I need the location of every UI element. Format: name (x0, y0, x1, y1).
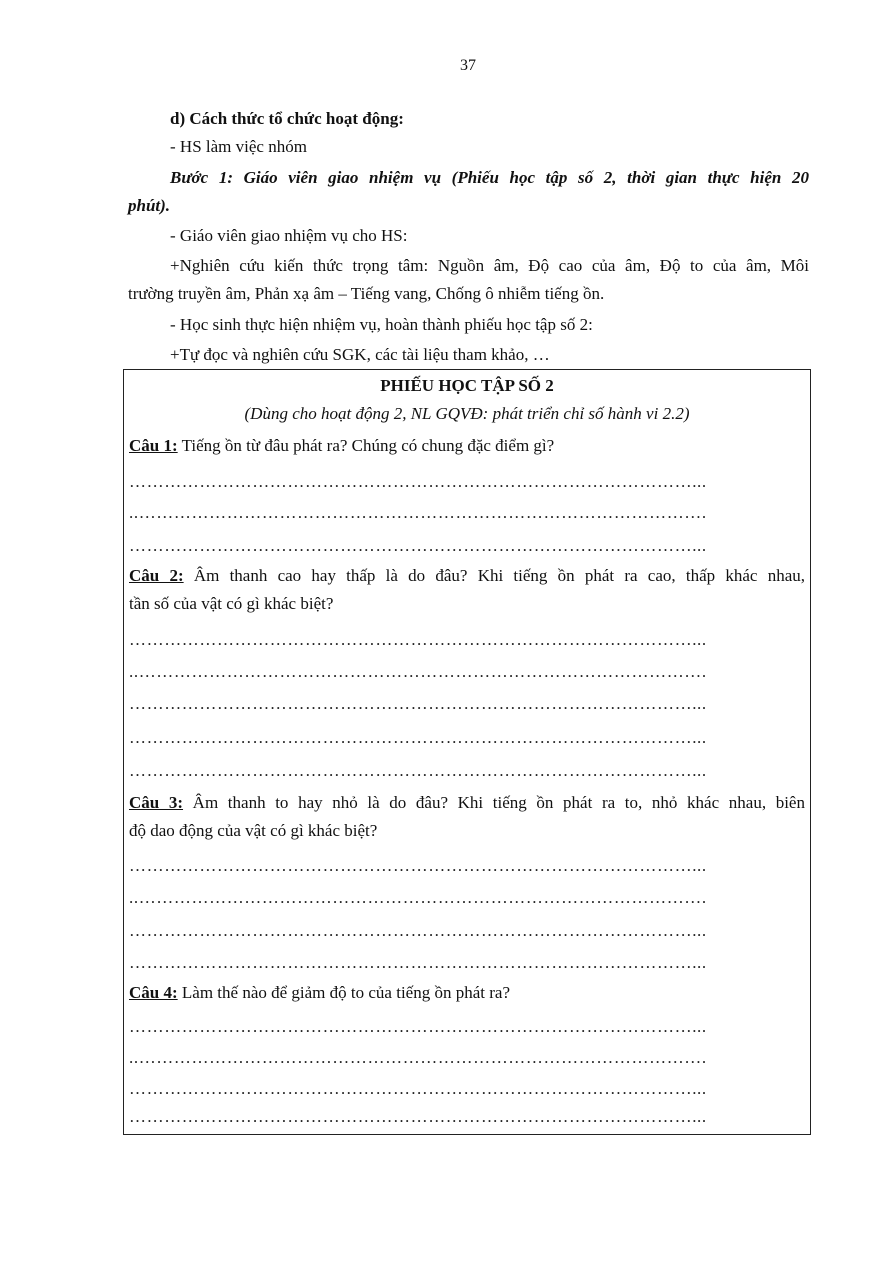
answer-line: ……………………………………………………………………………………... (129, 856, 707, 875)
question-4-label: Câu 4: (129, 983, 178, 1002)
answer-line: ……………………………………………………………………………………... (129, 1079, 707, 1098)
self-study-line: +Tự đọc và nghiên cứu SGK, các tài liệu tham khảo, … (170, 345, 550, 364)
answer-line: ……………………………………………………………………………………... (129, 1017, 707, 1036)
question-4-text: Làm thế nào để giảm độ to của tiếng ồn phát ra? (177, 983, 510, 1002)
question-3-text-1: Âm thanh to hay nhỏ là do đâu? Khi tiếng ồn phát ra to, nhỏ khác nhau, biên (183, 793, 805, 812)
page-number: 37 (460, 57, 476, 74)
question-1-text: Tiếng ồn từ đâu phát ra? Chúng có chung đặc điểm gì? (177, 436, 555, 455)
worksheet-title: PHIẾU HỌC TẬP SỐ 2 (380, 376, 554, 395)
question-2-text-1: Âm thanh cao hay thấp là do đâu? Khi tiếng ồn phát ra cao, thấp khác nhau, (183, 566, 805, 585)
answer-line: ……………………………………………………………………………………... (129, 761, 707, 780)
answer-line: ..……………………………………………………………………………………. (129, 1048, 707, 1067)
worksheet-box (123, 369, 811, 1135)
answer-line: ……………………………………………………………………………………... (129, 1107, 707, 1126)
answer-line: ……………………………………………………………………………………... (129, 472, 707, 491)
research-line-2: trường truyền âm, Phản xạ âm – Tiếng vang, Chống ô nhiễm tiếng ồn. (128, 284, 605, 303)
teacher-assign-line: - Giáo viên giao nhiệm vụ cho HS: (170, 226, 408, 245)
answer-line: ……………………………………………………………………………………... (129, 630, 707, 649)
section-heading: d) Cách thức tổ chức hoạt động: (170, 109, 404, 128)
question-2-label: Câu 2: (129, 566, 184, 585)
question-1 (129, 433, 805, 459)
question-3-continuation: độ dao động của vật có gì khác biệt? (129, 821, 378, 840)
step1-line-2: phút). (128, 196, 171, 215)
research-line-1: +Nghiên cứu kiến thức trọng tâm: Nguồn âm, Độ cao của âm, Độ to của âm, Môi (170, 256, 809, 275)
answer-line: ..……………………………………………………………………………………. (129, 888, 707, 907)
student-task-line: - Học sinh thực hiện nhiệm vụ, hoàn thành phiếu học tập số 2: (170, 315, 593, 334)
answer-line: ……………………………………………………………………………………... (129, 953, 707, 972)
step1-line-1: Bước 1: Giáo viên giao nhiệm vụ (Phiếu học tập số 2, thời gian thực hiện 20 (170, 168, 809, 187)
question-3-label: Câu 3: (129, 793, 184, 812)
question-1-label: Câu 1: (129, 436, 178, 455)
answer-line: ……………………………………………………………………………………... (129, 694, 707, 713)
worksheet-subtitle: (Dùng cho hoạt động 2, NL GQVĐ: phát triển chỉ số hành vi 2.2) (244, 404, 690, 423)
answer-line: ..……………………………………………………………………………………. (129, 503, 707, 522)
question-3 (129, 790, 805, 816)
answer-line: ..……………………………………………………………………………………. (129, 662, 707, 681)
answer-line: ……………………………………………………………………………………... (129, 728, 707, 747)
question-4 (129, 980, 805, 1006)
question-2-continuation: tần số của vật có gì khác biệt? (129, 594, 334, 613)
group-work-line: - HS làm việc nhóm (170, 137, 307, 156)
answer-line: ……………………………………………………………………………………... (129, 921, 707, 940)
question-2 (129, 563, 805, 589)
answer-line: ……………………………………………………………………………………... (129, 536, 707, 555)
